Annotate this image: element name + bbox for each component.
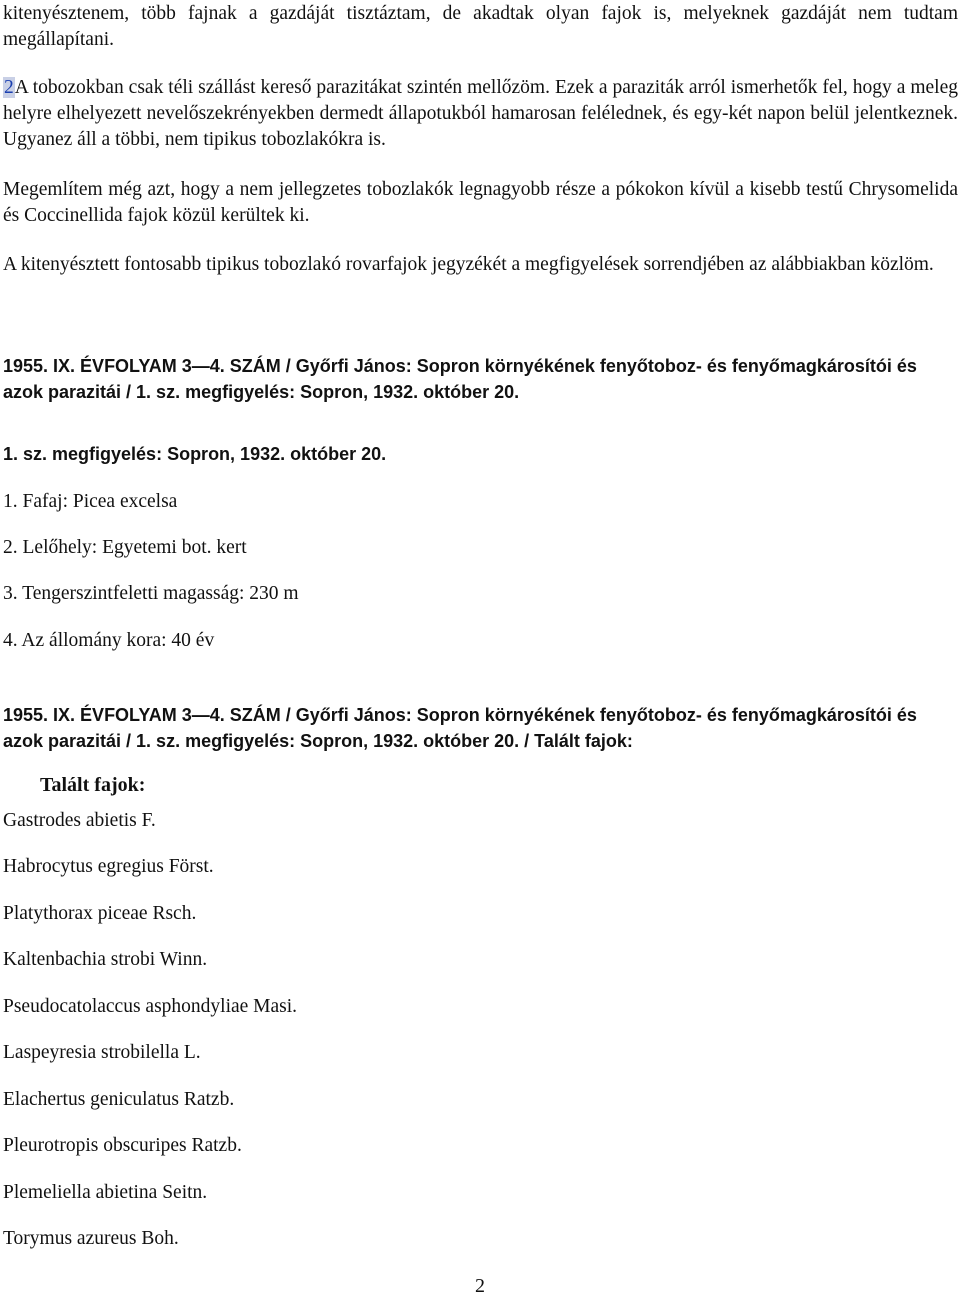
species-item: Platythorax piceae Rsch.	[3, 903, 197, 924]
species-item: Plemeliella abietina Seitn.	[3, 1182, 208, 1203]
paragraph-parasites	[3, 75, 958, 153]
paragraph-parasites-text: A tobozokban csak téli szállást kereső parazitákat szintén mellőzöm. Ezek a paraziták arról ismerhetők fel, hogy a meleg helyre elhelyezett nevelőszekrényekben dermedt állapotukból hamarosan felélednek, és egy-két napon belül jelentkeznek. Ugyanez áll a többi, nem tipikus tobozlakókra is.	[3, 77, 958, 150]
species-item: Pseudocatolaccus asphondyliae Masi.	[3, 996, 298, 1017]
species-item: Gastrodes abietis F.	[3, 810, 156, 831]
species-item: Elachertus geniculatus Ratzb.	[3, 1089, 235, 1110]
breadcrumb-found-species: 1955. IX. ÉVFOLYAM 3—4. SZÁM / Győrfi János: Sopron környékének fenyőtoboz- és fenyőmagkárosítói és azok parazitái / 1. sz. megfigyelés: Sopron, 1932. október 20. / Talált fajok:	[3, 705, 917, 751]
page-number: 2	[475, 1275, 485, 1297]
species-item: Pleurotropis obscuripes Ratzb.	[3, 1135, 242, 1156]
observation-item: 3. Tengerszintfeletti magasság: 230 m	[3, 583, 299, 604]
species-item: Kaltenbachia strobi Winn.	[3, 949, 208, 970]
breadcrumb-observation: 1955. IX. ÉVFOLYAM 3—4. SZÁM / Győrfi János: Sopron környékének fenyőtoboz- és fenyőmagkárosítói és azok parazitái / 1. sz. megfigyelés: Sopron, 1932. október 20.	[3, 356, 917, 402]
observation-heading: 1. sz. megfigyelés: Sopron, 1932. október 20.	[3, 444, 387, 464]
species-item: Torymus azureus Boh.	[3, 1228, 179, 1249]
observation-item: 4. Az állomány kora: 40 év	[3, 630, 215, 651]
observation-item: 2. Lelőhely: Egyetemi bot. kert	[3, 537, 247, 558]
species-item: Habrocytus egregius Först.	[3, 856, 214, 877]
found-species-heading: Talált fajok:	[40, 774, 146, 796]
paragraph-species-list-intro: A kitenyésztett fontosabb tipikus tobozlakó rovarfajok jegyzékét a megfigyelések sorrendjében az alábbiakban közlöm.	[3, 254, 934, 275]
paragraph-top: kitenyésztenem, több fajnak a gazdáját tisztáztam, de akadtak olyan fajok is, melyeknek gazdáját nem tudtam megállapítani.	[3, 3, 958, 50]
footnote-link[interactable]: 2	[4, 77, 14, 98]
paragraph-chrysomelida: Megemlítem még azt, hogy a nem jellegzetes tobozlakók legnagyobb része a pókokon kívül a kisebb testű Chrysomelida és Coccinellida fajok közül kerültek ki.	[3, 179, 958, 226]
observation-item: 1. Fafaj: Picea excelsa	[3, 491, 178, 512]
species-item: Laspeyresia strobilella L.	[3, 1042, 201, 1063]
